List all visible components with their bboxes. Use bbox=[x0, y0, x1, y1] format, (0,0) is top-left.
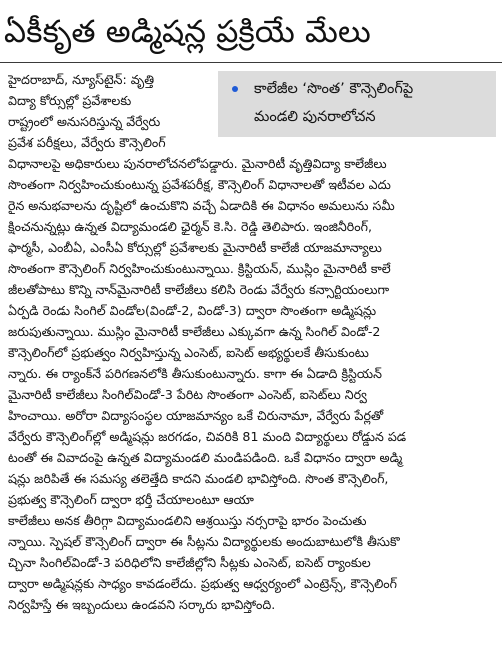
body-line: ఏర్పడి రెండు సింగిల్ విండోల(విండో-2, విండో-3) ద్వారా సొంతంగా అడ్మిషన్లు bbox=[8, 303, 377, 318]
body-line: ద్వారా అడ్మిషన్లకు సాధ్యం కావడంలేదు. ప్రభుత్వ ఆధ్వర్యంలో ఎంట్రెన్స్, కౌన్సెలింగ్ bbox=[8, 576, 397, 591]
body-line: షన్లు జరిపితే ఈ సమస్య తలెత్తేది కాదని మండలి భావిస్తోంది. సొంత కౌన్సెలింగ్, bbox=[8, 471, 389, 486]
body-line: వేర్వేరు కౌన్సెలింగ్‌ల్లో అడ్మిషన్లు జరగడం, చివరికి 81 మంది విద్యార్థులు రోడ్డున పడ bbox=[8, 429, 407, 444]
body-line: ప్రభుత్వ కౌన్సెలింగ్ ద్వారా భర్తీ చేయాలంటూ ఆయా bbox=[8, 492, 254, 507]
body-line: ప్రవేశ పరీక్షలు, వేర్వేరు కౌన్సెలింగ్ bbox=[8, 135, 166, 150]
body-line: టంతో ఈ వివాదంపై ఉన్నత విద్యామండలి మండిపడింది. ఒకే విధానం ద్వారా అడ్మి bbox=[8, 450, 403, 465]
body-line: రైన అనుభవాలను దృష్టిలో ఉంచుకొని వచ్చే ఏడాదికి ఈ విధానం అమలును సమీ bbox=[8, 198, 395, 213]
highlight-line: మండలి పునరాలోచన bbox=[254, 109, 376, 125]
body-line: జరుపుతున్నాయి. ముస్లిం మైనారిటీ కాలేజీలు ఎక్కువగా ఉన్న సింగిల్ విండో-2 bbox=[8, 324, 381, 339]
body-line: చ్చినా సింగిల్‌విండో-3 పరిధిలోని కాలేజీల్లోని సీట్లకు ఎంసెట్, ఐసెట్ ర్యాంకుల bbox=[8, 555, 371, 570]
bullet-icon bbox=[232, 86, 238, 92]
body-line: కాలేజీలు అనక తీరిగ్గా విద్యామండలిని ఆశ్రయిస్తు నర్సరాపై భారం పెంచుతు bbox=[8, 513, 367, 528]
body-line: ఫార్మసీ, ఎంబీఏ, ఎంసీఏ కోర్సుల్లో ప్రవేశాలకు మైనారిటీ కాలేజీ యాజమాన్యాలు bbox=[8, 240, 382, 255]
body-line: న్నాయి. స్పెషల్ కౌన్సెలింగ్ ద్వారా ఈ సీట్లను విద్యార్థులకు అందుబాటులోకి తీసుకొ bbox=[8, 534, 400, 549]
body-line: మైనారిటీ కాలేజీలు సింగిల్‌విండో-3 పేరిట సొంతంగా ఎంసెట్, ఐసెట్‌లు నిర్వ bbox=[8, 387, 367, 402]
body-line: సొంతంగా నిర్వహించుకుంటున్న ప్రవేశపరీక్ష, కౌన్సెలింగ్ విధానాలతో ఇటీవల ఎదు bbox=[8, 177, 391, 192]
body-line: క్షించనున్నట్లు ఉన్నత విద్యామండలి ఛైర్మన్ కె.సి. రెడ్డి తెలిపారు. ఇంజినీరింగ్, bbox=[8, 219, 372, 234]
body-line: రాష్ట్రంలో అనుసరిస్తున్న వేర్వేరు bbox=[8, 114, 161, 129]
body-line: హైదరాబాద్, న్యూస్‌టైన్: వృత్తి bbox=[8, 72, 155, 87]
body-line: నిర్వహిస్తే ఈ ఇబ్బందులు ఉండవని సర్కారు భావిస్తోంది. bbox=[8, 597, 276, 612]
article-headline: ఏకీకృత అడ్మిషన్ల ప్రక్రియే మేలు bbox=[4, 14, 371, 50]
body-line: విద్యా కోర్సుల్లో ప్రవేశాలకు bbox=[8, 93, 132, 108]
highlight-line: కాలేజీల ‘సొంత’ కౌన్సెలింగ్‌పై bbox=[254, 81, 414, 97]
headline-divider bbox=[0, 62, 502, 63]
body-line: హించాయి. అరోరా విద్యాసంస్థల యాజమాన్యం ఒకే చిరునామా, వేర్వేరు పేర్లతో bbox=[8, 408, 384, 423]
body-line: సొంతంగా కౌన్సెలింగ్ నిర్వహించుకుంటున్నాయి. క్రిస్టియన్, ముస్లిం మైనారిటీ కాలే bbox=[8, 261, 391, 276]
highlight-box bbox=[218, 71, 496, 137]
body-line: న్నారు. ఈ ర్యాంక్‌నే పరిగణనలోకి తీసుకుంటున్నారు. కాగా ఈ ఏడాది క్రిస్టియన్ bbox=[8, 366, 382, 381]
body-line: జీలతోపాటు కొన్ని నాన్‌మైనారిటీ కాలేజీలు కలిసి రెండు వేర్వేరు కన్సార్టియంలుగా bbox=[8, 282, 390, 297]
body-line: విధానాలపై అధికారులు పునరాలోచనలోపడ్డారు. మైనారిటీ వృత్తివిద్యా కాలేజీలు bbox=[8, 156, 387, 171]
body-line: కౌన్సెలింగ్‌లో ప్రభుత్వం నిర్వహిస్తున్న ఎంసెట్, ఐసెట్ అభ్యర్థులకే తీసుకుంటు bbox=[8, 345, 369, 360]
